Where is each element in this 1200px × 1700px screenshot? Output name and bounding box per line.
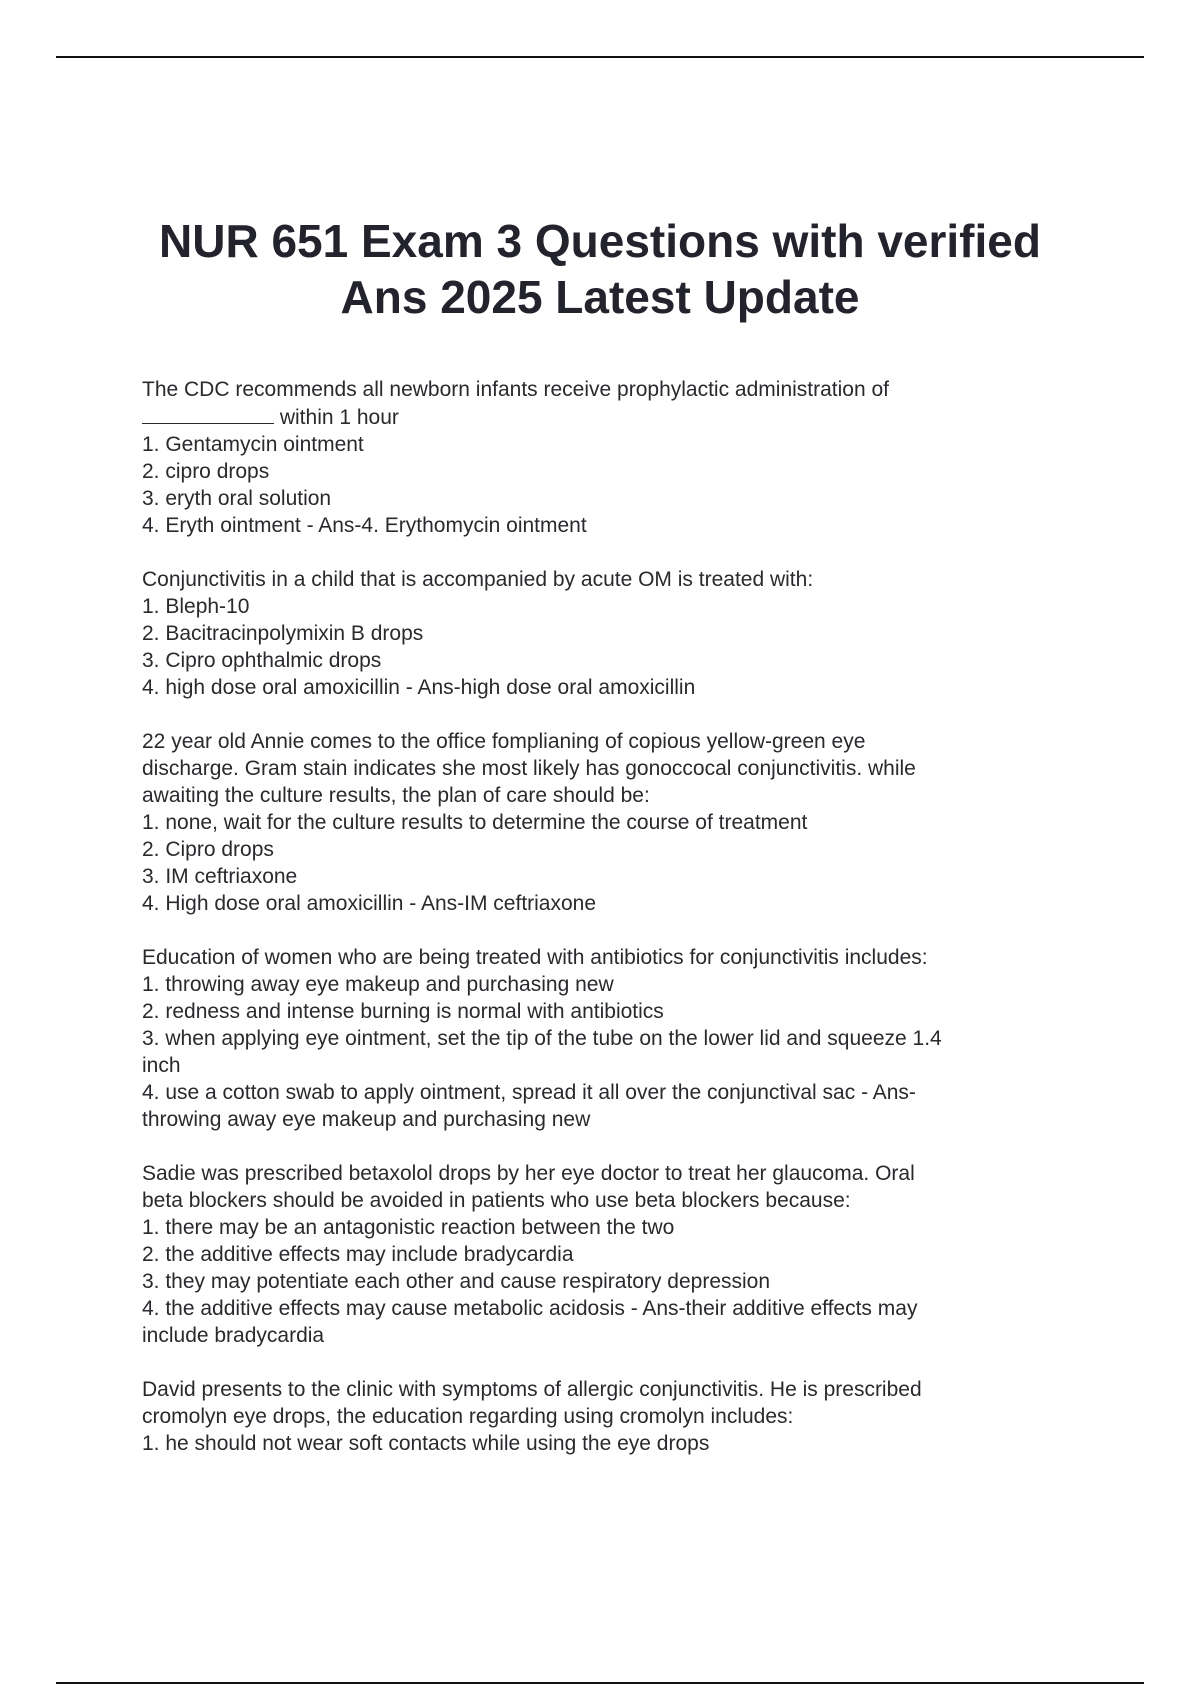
question-6	[142, 1376, 1042, 1457]
answer-blank	[142, 403, 274, 424]
document-title	[120, 213, 1080, 325]
option-1: 1. Bleph-10	[142, 595, 250, 618]
option-1: 1. none, wait for the culture results to determine the course of treatment	[142, 811, 808, 834]
option-3: 3. they may potentiate each other and cause respiratory depression	[142, 1270, 771, 1293]
question-list	[142, 376, 1042, 1484]
question-stem-continued	[142, 403, 1042, 431]
question-stem-line-3: awaiting the culture results, the plan of care should be:	[142, 784, 650, 807]
question-stem: Conjunctivitis in a child that is accompanied by acute OM is treated with:	[142, 568, 814, 591]
option-2: 2. Cipro drops	[142, 838, 274, 861]
header-rule	[56, 56, 1144, 58]
question-stem-tail: within 1 hour	[279, 406, 399, 429]
option-1: 1. he should not wear soft contacts while using the eye drops	[142, 1432, 710, 1455]
question-4	[142, 944, 1042, 1133]
question-5	[142, 1160, 1042, 1349]
option-2: 2. cipro drops	[142, 460, 270, 483]
option-4-with-answer: 4. High dose oral amoxicillin - Ans-IM ceftriaxone	[142, 892, 597, 915]
question-3	[142, 728, 1042, 917]
option-3: 3. eryth oral solution	[142, 487, 332, 510]
option-3-line-1: 3. when applying eye ointment, set the tip of the tube on the lower lid and squeeze 1.4	[142, 1027, 942, 1050]
question-stem-line-1: David presents to the clinic with symptoms of allergic conjunctivitis. He is prescribed	[142, 1378, 922, 1401]
question-stem-line-1: 22 year old Annie comes to the office fomplianing of copious yellow-green eye	[142, 730, 866, 753]
option-4-line-2: throwing away eye makeup and purchasing new	[142, 1108, 591, 1131]
option-4-line-1: 4. use a cotton swab to apply ointment, spread it all over the conjunctival sac - Ans-	[142, 1081, 916, 1104]
option-4-line-2: include bradycardia	[142, 1324, 325, 1347]
question-2	[142, 566, 1042, 701]
option-1: 1. there may be an antagonistic reaction between the two	[142, 1216, 675, 1239]
option-3-line-2: inch	[142, 1054, 181, 1077]
option-3: 3. Cipro ophthalmic drops	[142, 649, 382, 672]
question-stem: Education of women who are being treated with antibiotics for conjunctivitis includes:	[142, 946, 928, 969]
title-line-2: Ans 2025 Latest Update	[340, 271, 860, 323]
question-stem-line-2: beta blockers should be avoided in patients who use beta blockers because:	[142, 1189, 851, 1212]
title-line-1: NUR 651 Exam 3 Questions with verified	[159, 215, 1041, 267]
option-1: 1. throwing away eye makeup and purchasing new	[142, 973, 614, 996]
option-4-line-1: 4. the additive effects may cause metabolic acidosis - Ans-their additive effects may	[142, 1297, 918, 1320]
option-2: 2. Bacitracinpolymixin B drops	[142, 622, 424, 645]
option-2: 2. redness and intense burning is normal with antibiotics	[142, 1000, 664, 1023]
question-stem-line-2: discharge. Gram stain indicates she most likely has gonoccocal conjunctivitis. while	[142, 757, 916, 780]
option-2: 2. the additive effects may include bradycardia	[142, 1243, 574, 1266]
question-stem: The CDC recommends all newborn infants receive prophylactic administration of	[142, 378, 889, 401]
option-4-with-answer: 4. Eryth ointment - Ans-4. Erythomycin ointment	[142, 514, 587, 537]
question-1	[142, 376, 1042, 539]
footer-rule	[56, 1682, 1144, 1684]
option-4-with-answer: 4. high dose oral amoxicillin - Ans-high dose oral amoxicillin	[142, 676, 696, 699]
question-stem-line-2: cromolyn eye drops, the education regarding using cromolyn includes:	[142, 1405, 794, 1428]
question-stem-line-1: Sadie was prescribed betaxolol drops by her eye doctor to treat her glaucoma. Oral	[142, 1162, 915, 1185]
option-1: 1. Gentamycin ointment	[142, 433, 364, 456]
option-3: 3. IM ceftriaxone	[142, 865, 298, 888]
